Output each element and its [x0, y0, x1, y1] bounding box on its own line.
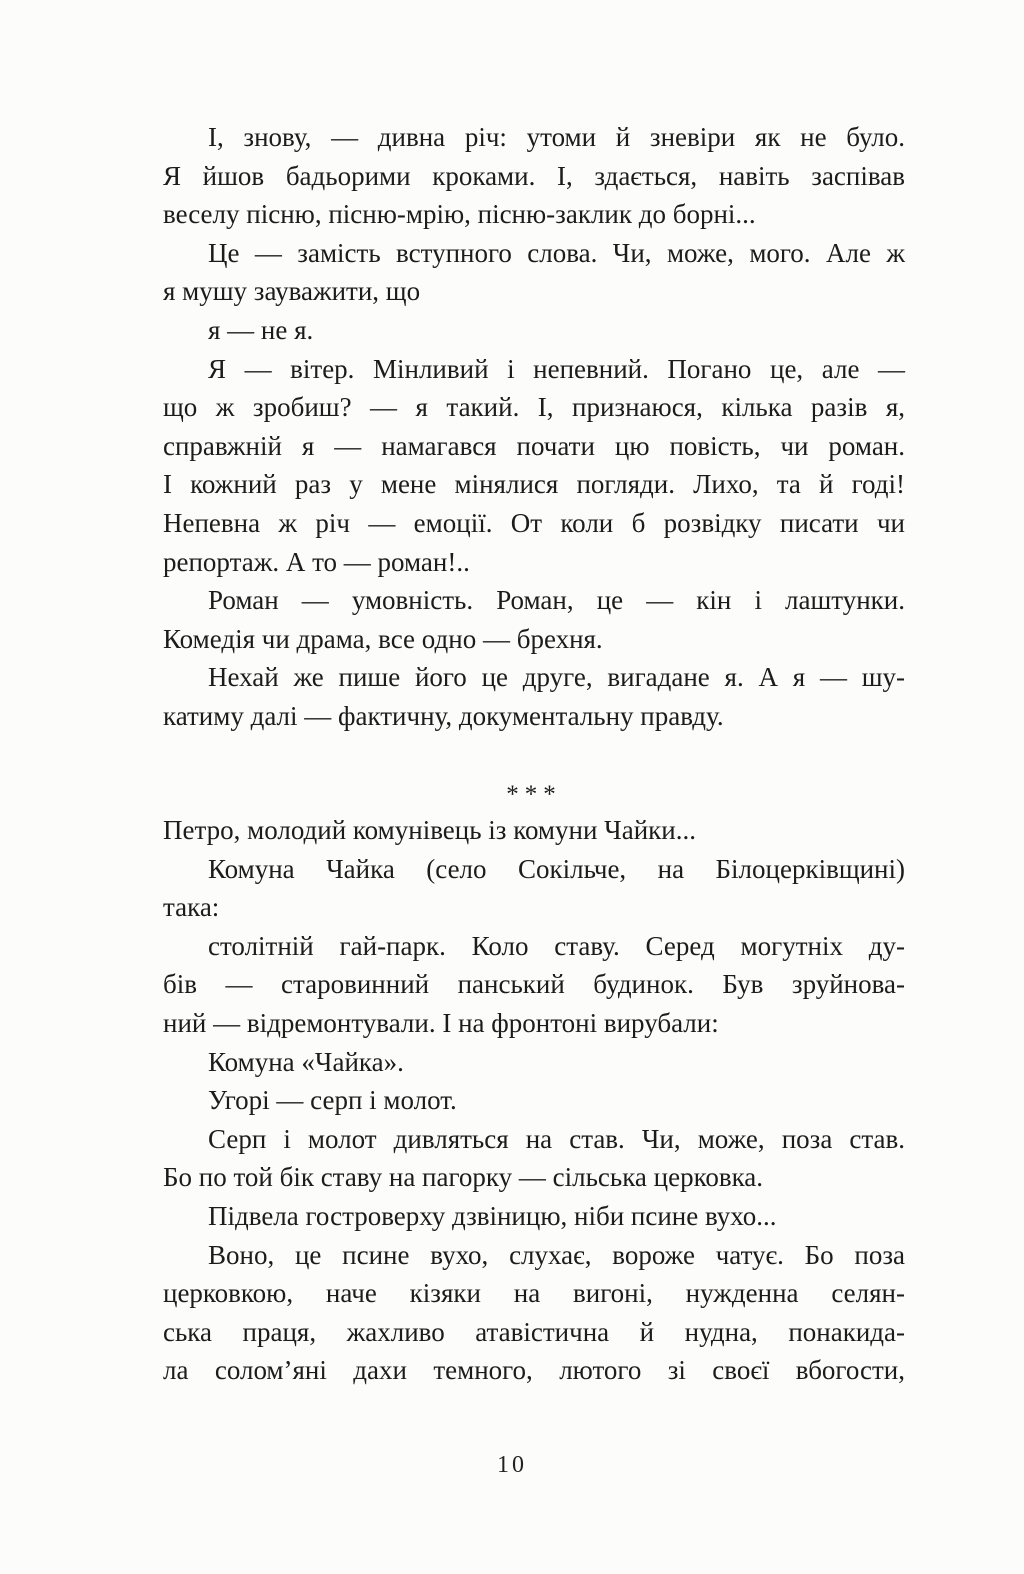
text-line: Я — вітер. Мінливий і непевний. Погано це, але — — [208, 353, 905, 384]
text-line: І, знову, — дивна річ: утоми й зневіри як не було. — [208, 122, 905, 152]
text-line: ний — відремонтували. І на фронтоні вирубали: — [163, 1008, 719, 1039]
text-line: Роман — умовність. Роман, це — кін і лаштунки. — [208, 585, 905, 616]
text-line: я — не я. — [208, 314, 314, 345]
text-line: Непевна ж річ — емоції. От коли б розвідку писати чи — [163, 507, 905, 538]
text-line: Серп і молот дивляться на став. Чи, може, поза став. — [208, 1123, 905, 1154]
text-line: Петро, молодий комунівець із комуни Чайки... — [163, 815, 696, 846]
text-line: ла солом’яні дахи темного, лютого зі своєї вбогости, — [163, 1355, 905, 1386]
text-line: що ж зробиш? — я такий. І, признаюся, кілька разів я, — [163, 392, 905, 423]
text-line: веселу пісню, пісню-мрію, пісню-заклик до борні... — [163, 199, 756, 230]
text-line: Комуна «Чайка». — [208, 1046, 404, 1077]
text-line: І кожний раз у мене мінялися погляди. Лихо, та й годі! — [163, 469, 905, 500]
text-line: справжній я — намагався почати цю повість, чи роман. — [163, 430, 905, 461]
page-number: 10 — [497, 1452, 527, 1478]
text-line: репортаж. А то — роман!.. — [163, 546, 470, 577]
text-line: Комедія чи драма, все одно — брехня. — [163, 623, 603, 654]
text-line: я мушу зауважити, що — [163, 276, 421, 307]
text-line: Нехай же пише його це друге, вигадане я. А я — шу- — [208, 662, 905, 693]
page-text — [163, 118, 905, 1390]
text-line: столітній гай-парк. Коло ставу. Серед могутніх ду- — [208, 930, 905, 961]
text-line: Підвела гостроверху дзвіницю, ніби псине вухо... — [208, 1201, 777, 1232]
text-line: Угорі — серп і молот. — [208, 1085, 457, 1116]
text-line: ська праця, жахливо атавістична й нудна, понакида- — [163, 1316, 905, 1347]
text-line: бів — старовинний панський будинок. Був зруйнова- — [163, 969, 905, 1000]
text-line: Комуна Чайка (село Сокільче, на Білоцерківщині) — [208, 853, 905, 884]
text-line: Я йшов бадьорими кроками. І, здається, навіть заспівав — [163, 160, 905, 191]
text-line: церковкою, наче кізяки на вигоні, нужденна селян- — [163, 1278, 905, 1309]
text-line: така: — [163, 892, 220, 923]
text-line: Воно, це псине вухо, слухає, вороже чатує. Бо поза — [208, 1239, 905, 1270]
text-line: Це — замість вступного слова. Чи, може, мого. Але ж — [208, 237, 905, 268]
text-line: катиму далі — фактичну, документальну правду. — [163, 700, 724, 731]
text-line: Бо по той бік ставу на пагорку — сільська церковка. — [163, 1162, 764, 1193]
section-separator: *** — [506, 780, 562, 808]
